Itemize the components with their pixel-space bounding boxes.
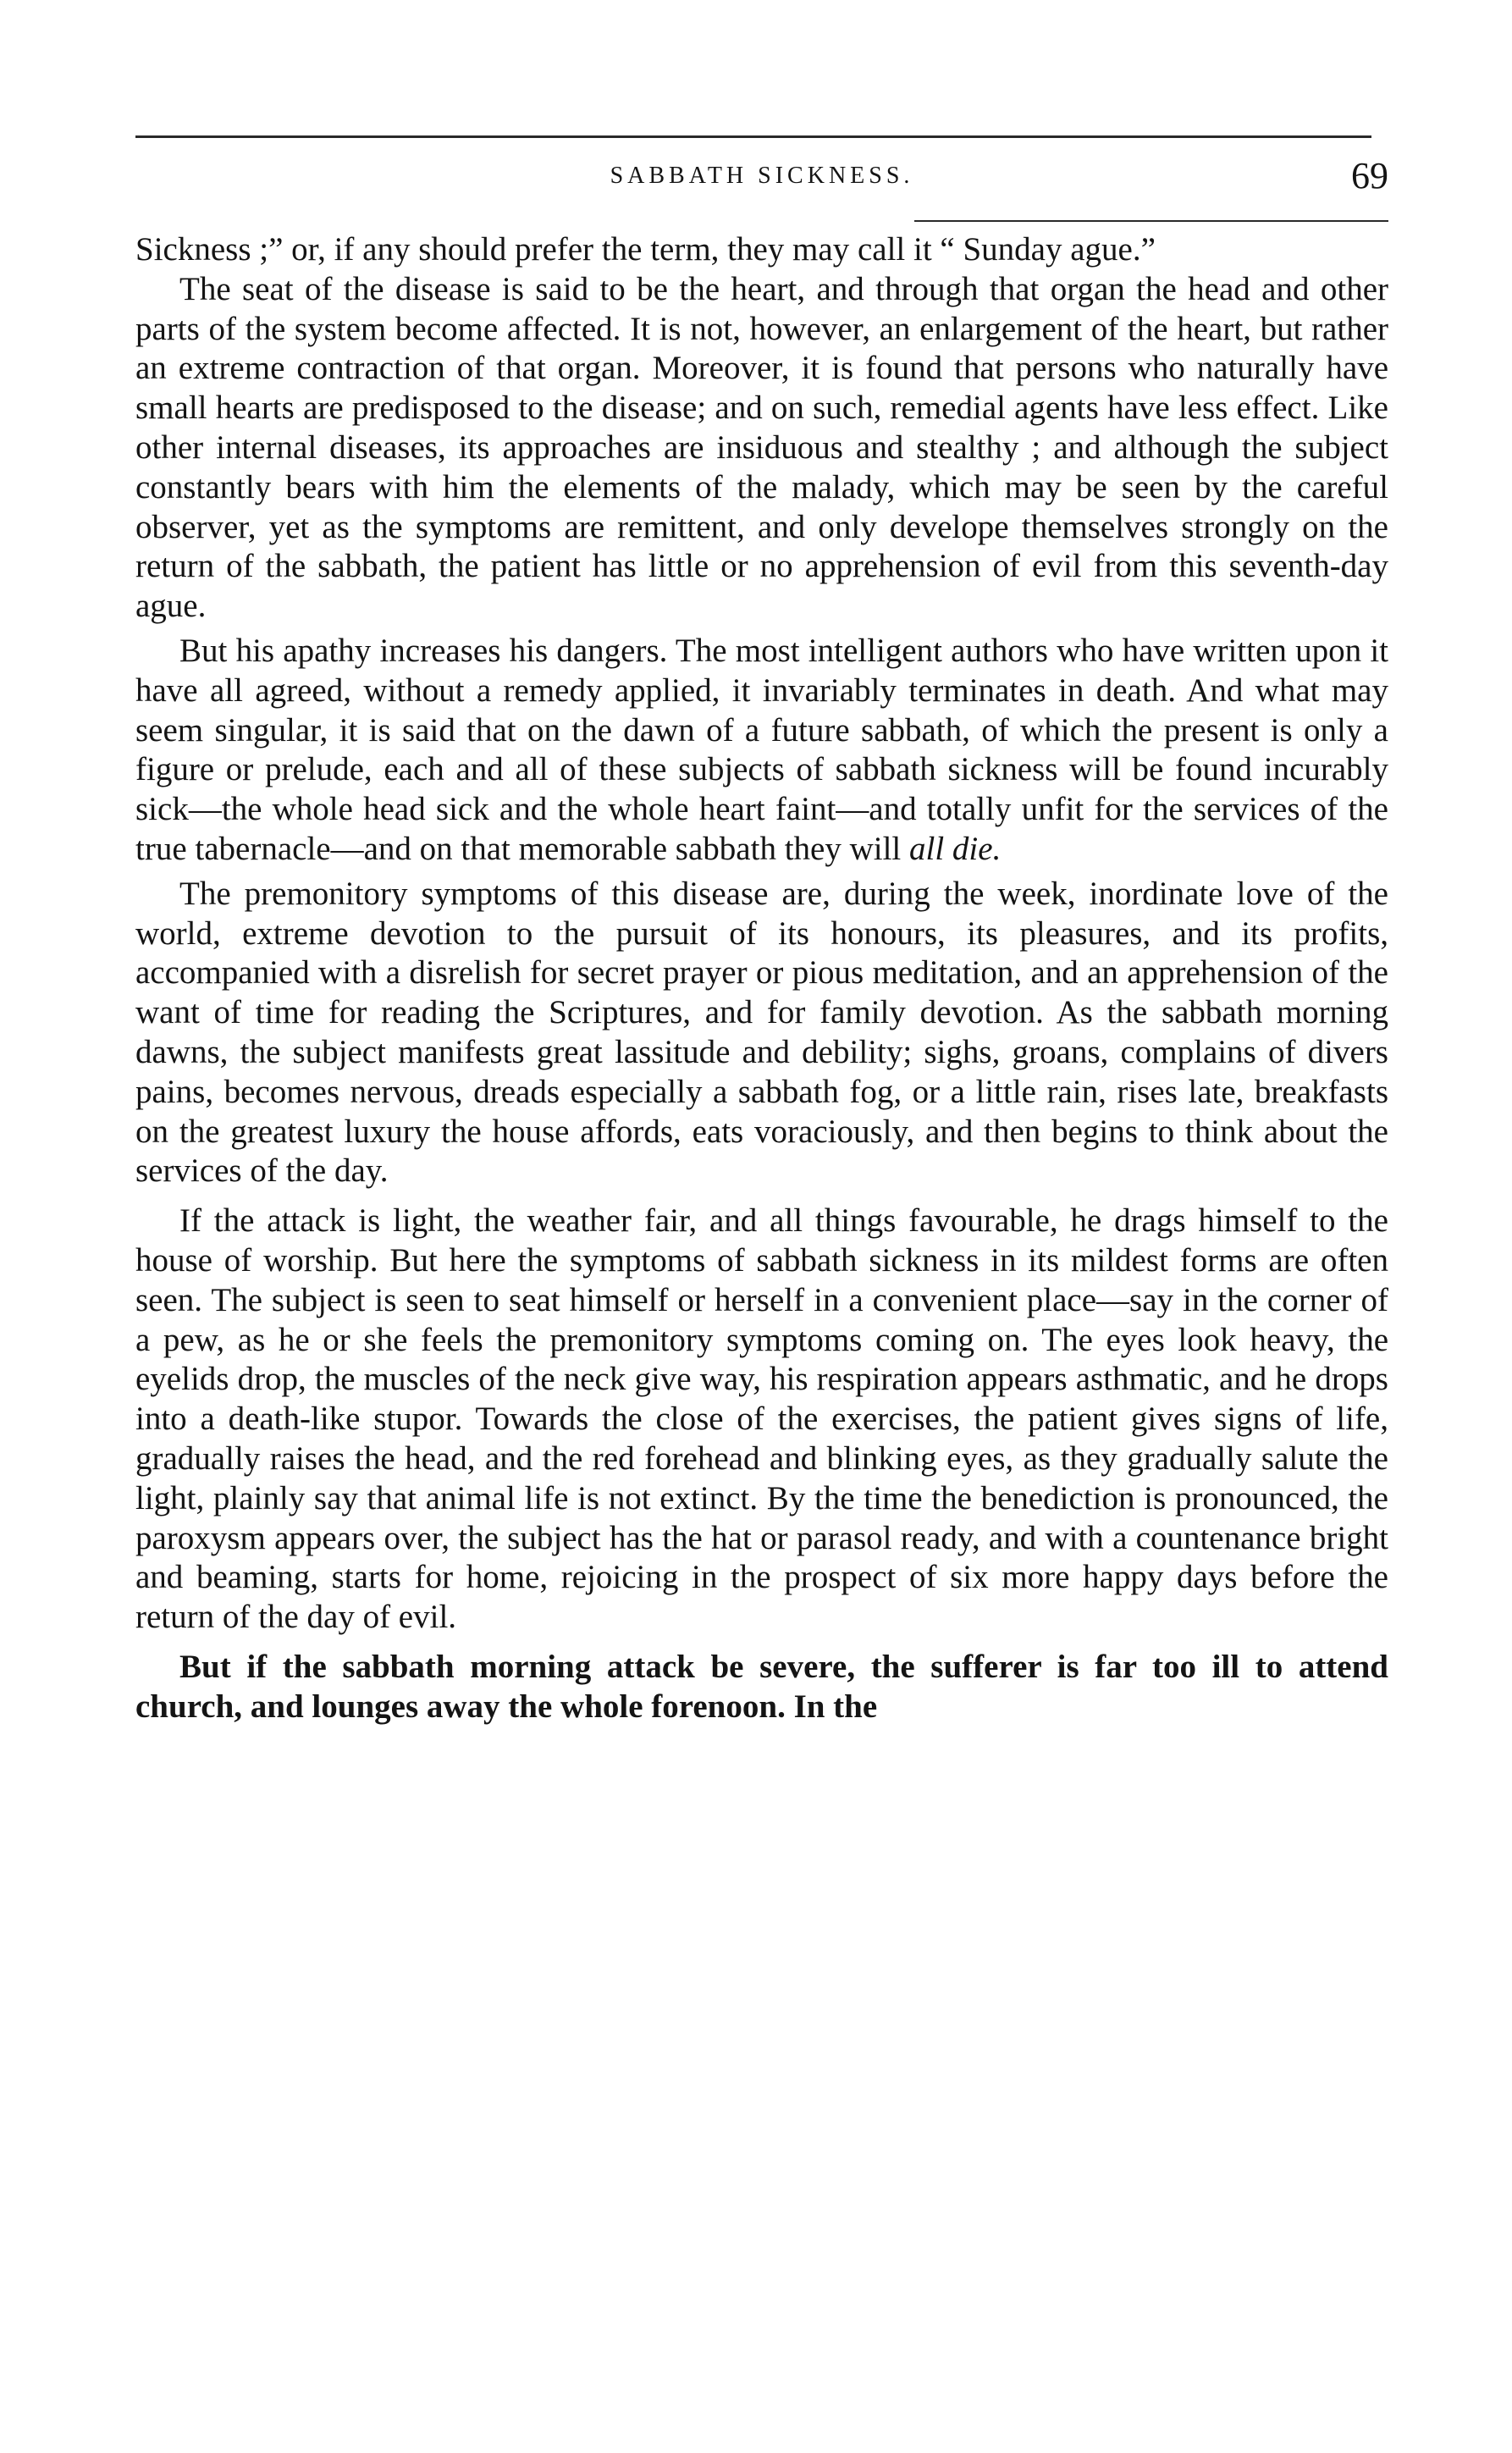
running-head: SABBATH SICKNESS. bbox=[610, 163, 914, 189]
body-text bbox=[135, 230, 1388, 1726]
paragraph-apathy bbox=[135, 632, 1388, 870]
paragraph-apathy-italic: all die. bbox=[909, 830, 1002, 867]
paragraph-apathy-text: But his apathy increases his dangers. The most intelligent authors who have written upon it have all agreed, without a remedy applied, it invariably terminates in death. And what may seem singular, it is said that on the dawn of a future sabbath, of which the present is only a figure or prelude, each and all of these subjects of sabbath sickness will be found incurably sick—the whole head sick and the whole heart faint—and totally unfit for the services of the true tabernacle—and on that memorable sabbath they will bbox=[135, 632, 1388, 867]
header-rule bbox=[135, 135, 1371, 138]
page-number: 69 bbox=[1351, 155, 1388, 196]
paragraph-severe-attack: But if the sabbath morning attack be severe, the sufferer is far too ill to attend church, and lounges away the whole forenoon. In the bbox=[135, 1648, 1388, 1725]
paragraph-light-attack: If the attack is light, the weather fair, and all things favourable, he drags himself to the house of worship. But here the symptoms of sabbath sickness in its mildest forms are often seen. The subject is seen to seat himself or herself in a convenient place—say in the corner of a pew, as he or she feels the premonitory symptoms coming on. The eyes look heavy, the eyelids drop, the muscles of the neck give way, his respiration appears asthmatic, and he drops into a death-like stupor. Towards the close of the exercises, the patient gives signs of life, gradually raises the head, and the red forehead and blinking eyes, as they gradually salute the light, plainly say that animal life is not extinct. By the time the benediction is pronounced, the paroxysm appears over, the subject has the hat or parasol ready, and with a countenance bright and beaming, starts for home, rejoicing in the prospect of six more happy days before the return of the day of evil. bbox=[135, 1202, 1388, 1636]
page-header bbox=[135, 154, 1388, 205]
paragraph-seat-of-disease: The seat of the disease is said to be the heart, and through that organ the head and other parts of the system become affected. It is not, however, an enlargement of the heart, but rather an extreme contraction of that organ. Moreover, it is found that persons who naturally have small hearts are predisposed to the disease; and on such, remedial agents have less effect. Like other internal diseases, its approaches are insiduous and stealthy ; and although the subject constantly bears with him the elements of the malady, which may be seen by the careful observer, yet as the symptoms are remittent, and only develope themselves strongly on the return of the sabbath, the patient has little or no apprehension of evil from this seventh-day ague. bbox=[135, 270, 1388, 625]
header-underline-rule bbox=[914, 220, 1388, 222]
paragraph-premonitory-symptoms: The premonitory symptoms of this disease are, during the week, inordinate love of the world, extreme devotion to the pursuit of its honours, its pleasures, and its profits, accompanied with a disrelish for secret prayer or pious meditation, and an apprehension of the want of time for reading the Scriptures, and for family devotion. As the sabbath morning dawns, the subject manifests great lassitude and debility; sighs, groans, complains of divers pains, becomes nervous, dreads especially a sabbath fog, or a little rain, rises late, breakfasts on the greatest luxury the house affords, eats voraciously, and then begins to think about the services of the day. bbox=[135, 875, 1388, 1190]
paragraph-continuation: Sickness ;” or, if any should prefer the term, they may call it “ Sunday ague.” bbox=[135, 231, 1156, 268]
